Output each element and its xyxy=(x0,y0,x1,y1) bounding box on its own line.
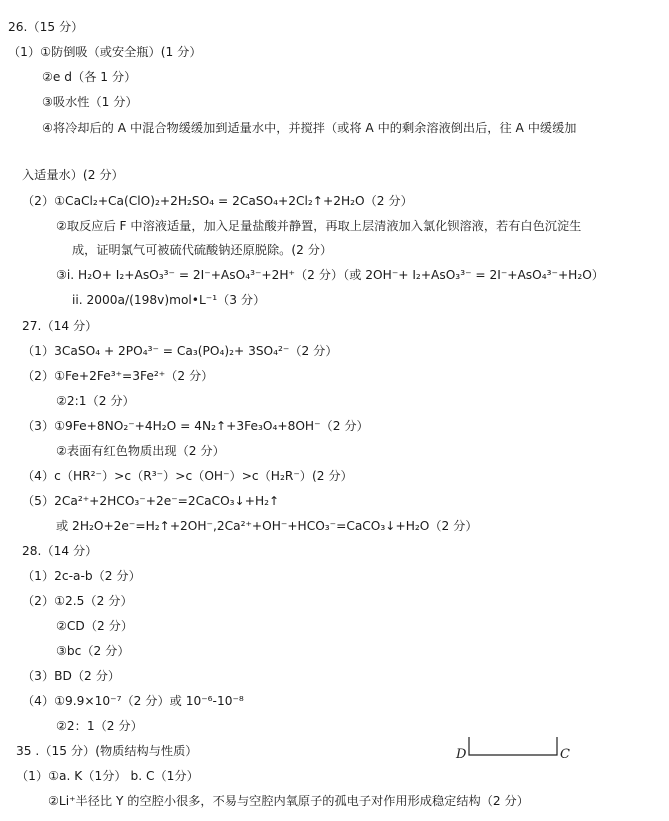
q27-1: （1）3CaSO₄ + 2PO₄³⁻ = Ca₃(PO₄)₂+ 3SO₄²⁻（2 分） xyxy=(22,344,338,358)
q27-3-1: （3）①9Fe+8NO₂⁻+4H₂O = 4N₂↑+3Fe₃O₄+8OH⁻（2 分） xyxy=(22,419,369,433)
q28-2-3: ③bc（2 分） xyxy=(56,644,130,658)
q27-2-2: ②2:1（2 分） xyxy=(56,394,135,408)
q26-1-4-cont: 入适量水）(2 分） xyxy=(22,168,124,182)
q28-2-2: ②CD（2 分） xyxy=(56,619,134,633)
bracket-line xyxy=(469,737,557,755)
label-d: D xyxy=(456,747,467,762)
q26-1-2: ②e d（各 1 分） xyxy=(42,70,137,84)
q26-header: 26.（15 分） xyxy=(8,20,84,34)
q26-1-1: （1）①防倒吸（或安全瓶）(1 分） xyxy=(8,45,202,59)
q26-2-3-i: ③i. H₂O+ I₂+AsO₃³⁻ = 2I⁻+AsO₄³⁻+2H⁺（2 分）（或 2OH⁻+ I₂+AsO₃³⁻ = 2I⁻+AsO₄³⁻+H₂O） xyxy=(56,268,604,282)
q26-2-1: （2）①CaCl₂+Ca(ClO)₂+2H₂SO₄ = 2CaSO₄+2Cl₂↑+2H₂O（2 分） xyxy=(22,194,413,208)
q27-2-1: （2）①Fe+2Fe³⁺=3Fe²⁺（2 分） xyxy=(22,369,214,383)
dc-bracket-diagram xyxy=(455,735,575,763)
q35-header: 35 .（15 分）(物质结构与性质） xyxy=(16,744,198,758)
q26-1-3: ③吸水性（1 分） xyxy=(42,95,138,109)
q28-2-1: （2）①2.5（2 分） xyxy=(22,594,133,608)
q26-2-2: ②取反应后 F 中溶液适量，加入足量盐酸并静置，再取上层清液加入氯化钡溶液，若有白色沉淀生 xyxy=(56,219,582,233)
q26-2-3-ii: ii. 2000a/(198v)mol•L⁻¹（3 分） xyxy=(72,293,266,307)
q28-header: 28.（14 分） xyxy=(22,544,98,558)
q28-3: （3）BD（2 分） xyxy=(22,669,121,683)
q26-2-2-cont: 成，证明氯气可被硫代硫酸钠还原脱除。(2 分） xyxy=(72,243,333,257)
q27-3-2: ②表面有红色物质出现（2 分） xyxy=(56,444,225,458)
q27-4: （4）c（HR²⁻）>c（R³⁻）>c（OH⁻）>c（H₂R⁻）(2 分） xyxy=(22,469,353,483)
label-c: C xyxy=(560,747,570,762)
q28-4-1: （4）①9.9×10⁻⁷（2 分）或 10⁻⁶-10⁻⁸ xyxy=(22,694,244,708)
q35-1-1: （1）①a. K（1分） b. C（1分） xyxy=(16,769,199,783)
q28-4-2: ②2：1（2 分） xyxy=(56,719,143,733)
q27-header: 27.（14 分） xyxy=(22,319,98,333)
q28-1: （1）2c-a-b（2 分） xyxy=(22,569,141,583)
q27-5: （5）2Ca²⁺+2HCO₃⁻+2e⁻=2CaCO₃↓+H₂↑ xyxy=(22,494,280,508)
q26-1-4: ④将冷却后的 A 中混合物缓缓加到适量水中，并搅拌（或将 A 中的剩余溶液倒出后，往 A 中缓缓加 xyxy=(42,121,577,135)
q35-1-2: ②Li⁺半径比 Y 的空腔小很多，不易与空腔内氧原子的孤电子对作用形成稳定结构（2 分） xyxy=(48,794,529,808)
q27-5-alt: 或 2H₂O+2e⁻=H₂↑+2OH⁻,2Ca²⁺+OH⁻+HCO₃⁻=CaCO₃↓+H₂O（2 分） xyxy=(56,519,478,533)
